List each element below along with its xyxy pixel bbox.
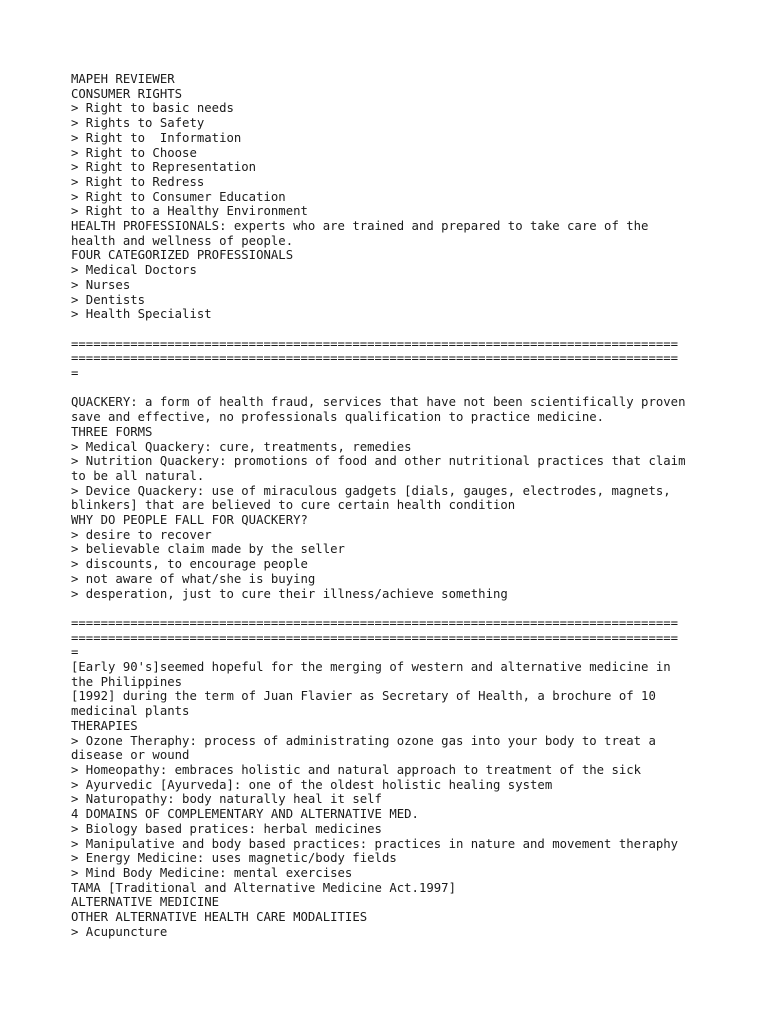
list-item: > Health Specialist — [71, 307, 212, 322]
text-line: health and wellness of people. — [71, 233, 294, 248]
text-line: TAMA [Traditional and Alternative Medicine Act.1997] — [71, 880, 456, 895]
separator-row: ================================================================================== — [71, 336, 679, 351]
list-item: > discounts, to encourage people — [71, 557, 308, 572]
list-item: > Right to Choose — [71, 145, 197, 160]
list-item: > Right to Information — [71, 130, 242, 145]
list-item: > Mind Body Medicine: mental exercises — [71, 865, 353, 880]
list-item: > Acupuncture — [71, 924, 168, 939]
list-item: > Medical Doctors — [71, 263, 197, 278]
list-item: > Energy Medicine: uses magnetic/body fields — [71, 851, 397, 866]
section-consumer-rights — [71, 72, 711, 322]
list-item: > Right to Representation — [71, 160, 257, 175]
separator-row: = — [71, 366, 79, 381]
text-line: [1992] during the term of Juan Flavier as Secretary of Health, a brochure of 10 — [71, 689, 656, 704]
heading-professionals: FOUR CATEGORIZED PROFESSIONALS — [71, 248, 294, 263]
document-page — [71, 72, 711, 939]
list-item: > not aware of what/she is buying — [71, 571, 316, 586]
text-line: disease or wound — [71, 748, 190, 763]
heading-why-quackery: WHY DO PEOPLE FALL FOR QUACKERY? — [71, 513, 308, 528]
list-item: > Right to basic needs — [71, 101, 234, 116]
section-alternative-medicine — [71, 660, 711, 939]
text-line: to be all natural. — [71, 468, 205, 483]
section-quackery — [71, 395, 711, 601]
list-item: > Dentists — [71, 292, 146, 307]
list-item: > desperation, just to cure their illness/achieve something — [71, 586, 508, 601]
heading-therapies: THERAPIES — [71, 718, 138, 733]
list-item: > Device Quackery: use of miraculous gadgets [dials, gauges, electrodes, magnets, — [71, 483, 671, 498]
list-item: > Nurses — [71, 277, 131, 292]
separator-row: = — [71, 645, 79, 660]
text-line: HEALTH PROFESSIONALS: experts who are trained and prepared to take care of the — [71, 219, 649, 234]
heading-other-modalities: OTHER ALTERNATIVE HEALTH CARE MODALITIES — [71, 910, 368, 925]
text-line: medicinal plants — [71, 704, 190, 719]
heading-consumer-rights: CONSUMER RIGHTS — [71, 86, 183, 101]
text-line: blinkers] that are believed to cure certain health condition — [71, 498, 516, 513]
text-line: [Early 90's]seemed hopeful for the merging of western and alternative medicine in — [71, 660, 671, 675]
list-item: > Manipulative and body based practices: practices in nature and movement theraphy — [71, 836, 679, 851]
text-line: QUACKERY: a form of health fraud, services that have not been scientifically proven — [71, 395, 686, 410]
text-line: the Philippines — [71, 674, 183, 689]
heading-domains: 4 DOMAINS OF COMPLEMENTARY AND ALTERNATIVE MED. — [71, 807, 419, 822]
separator-row: ================================================================================== — [71, 351, 679, 366]
list-item: > Right to a Healthy Environment — [71, 204, 308, 219]
separator-row: ================================================================================== — [71, 615, 679, 630]
list-item: > Biology based pratices: herbal medicines — [71, 821, 382, 836]
heading-three-forms: THREE FORMS — [71, 424, 153, 439]
list-item: > Right to Consumer Education — [71, 189, 286, 204]
list-item: > Ayurvedic [Ayurveda]: one of the oldest holistic healing system — [71, 777, 553, 792]
separator-2 — [71, 616, 711, 660]
list-item: > believable claim made by the seller — [71, 542, 345, 557]
list-item: > Naturopathy: body naturally heal it self — [71, 792, 382, 807]
list-item: > Homeopathy: embraces holistic and natural approach to treatment of the sick — [71, 763, 642, 777]
list-item: > Right to Redress — [71, 174, 205, 189]
separator-row: ================================================================================== — [71, 630, 679, 645]
text-line: save and effective, no professionals qualification to practice medicine. — [71, 410, 605, 425]
list-item: > Rights to Safety — [71, 116, 205, 131]
doc-title: MAPEH REVIEWER — [71, 72, 175, 86]
list-item: > desire to recover — [71, 527, 212, 542]
heading-alternative-medicine: ALTERNATIVE MEDICINE — [71, 895, 220, 910]
separator-1 — [71, 337, 711, 381]
list-item: > Medical Quackery: cure, treatments, remedies — [71, 439, 412, 454]
list-item: > Ozone Theraphy: process of administrating ozone gas into your body to treat a — [71, 733, 656, 748]
list-item: > Nutrition Quackery: promotions of food and other nutritional practices that claim — [71, 454, 686, 469]
